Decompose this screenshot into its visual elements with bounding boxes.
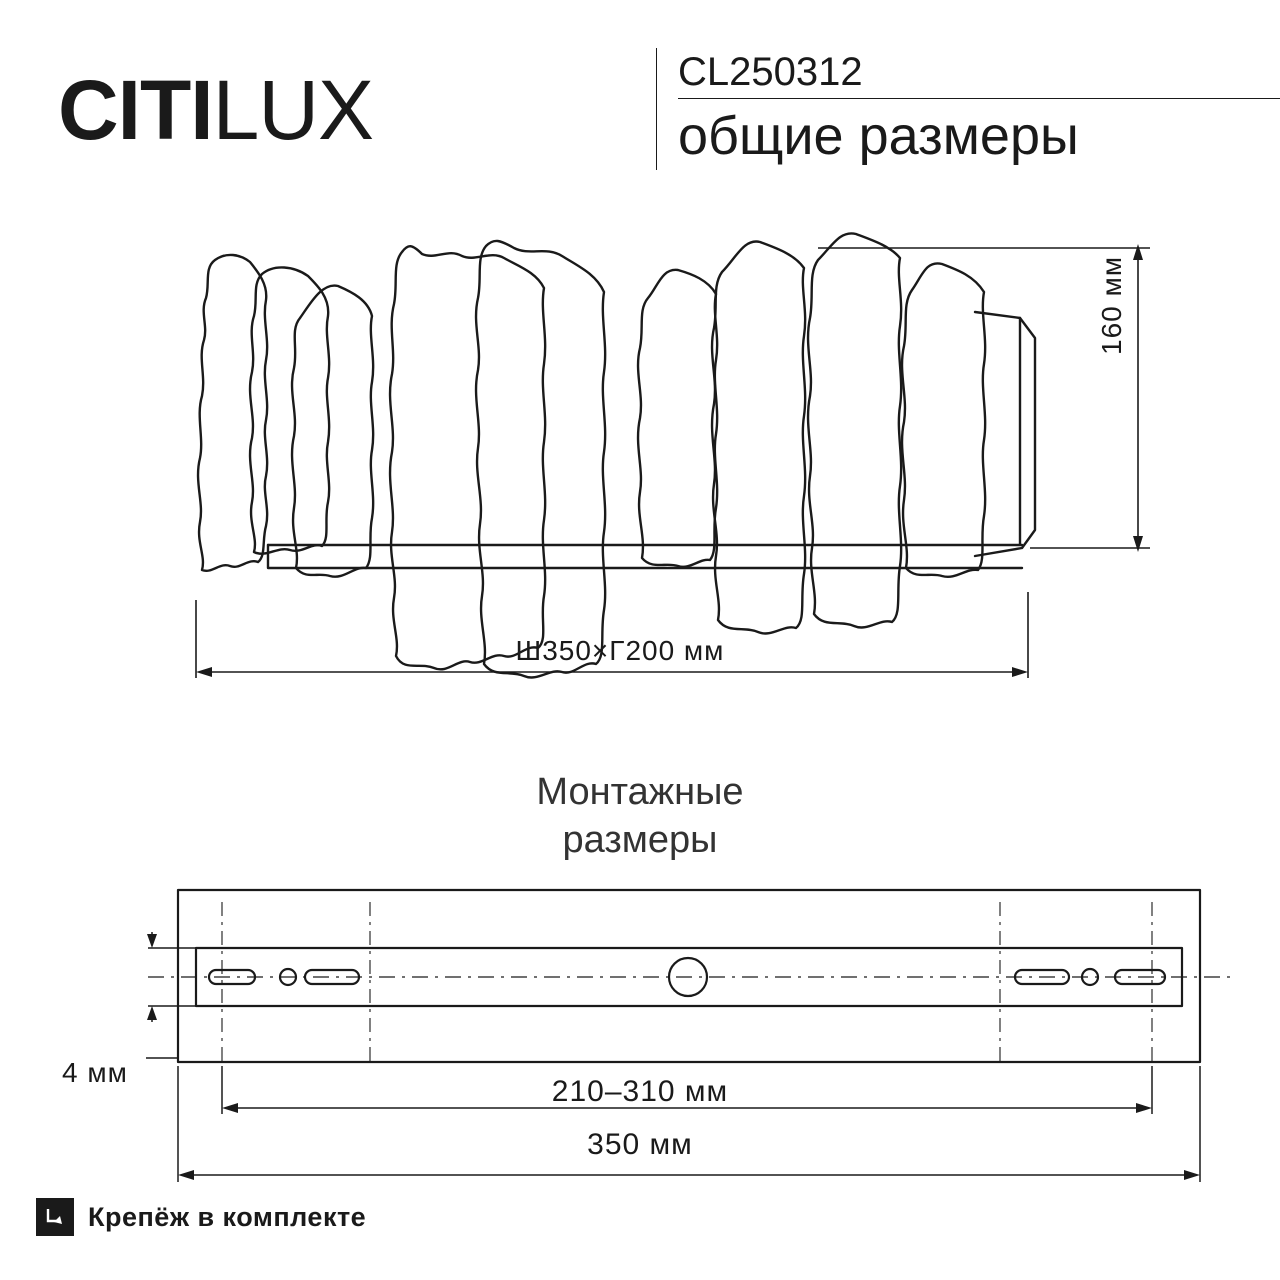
footer-note [36,1198,366,1236]
arrow-down-right-icon [36,1198,74,1236]
page-header [58,40,1228,170]
page-title: общие размеры [678,106,1079,166]
logo-thin-part: LUX [212,63,374,157]
mounting-title-line1: Монтажные [536,771,744,813]
width-depth-label: Ш350×Г200 мм [515,635,725,666]
height-label: 160 мм [1096,256,1127,355]
header-divider [656,48,657,170]
mounting-section-title [0,768,1280,864]
product-code: CL250312 [678,50,863,94]
construction-lines [222,902,1152,1066]
header-rule [678,98,1280,99]
header-right-block [678,48,1280,167]
brand-logo [58,63,374,157]
logo-bold-part: CITI [58,63,213,157]
slot-range-label: 210–310 мм [551,1075,729,1108]
footer-text: Крепёж в комплекте [88,1201,367,1232]
thickness-label: 4 мм [62,1057,128,1088]
total-width-label: 350 мм [587,1128,693,1161]
mounting-title-line2: размеры [562,819,718,861]
thickness-dimension [146,932,200,1058]
